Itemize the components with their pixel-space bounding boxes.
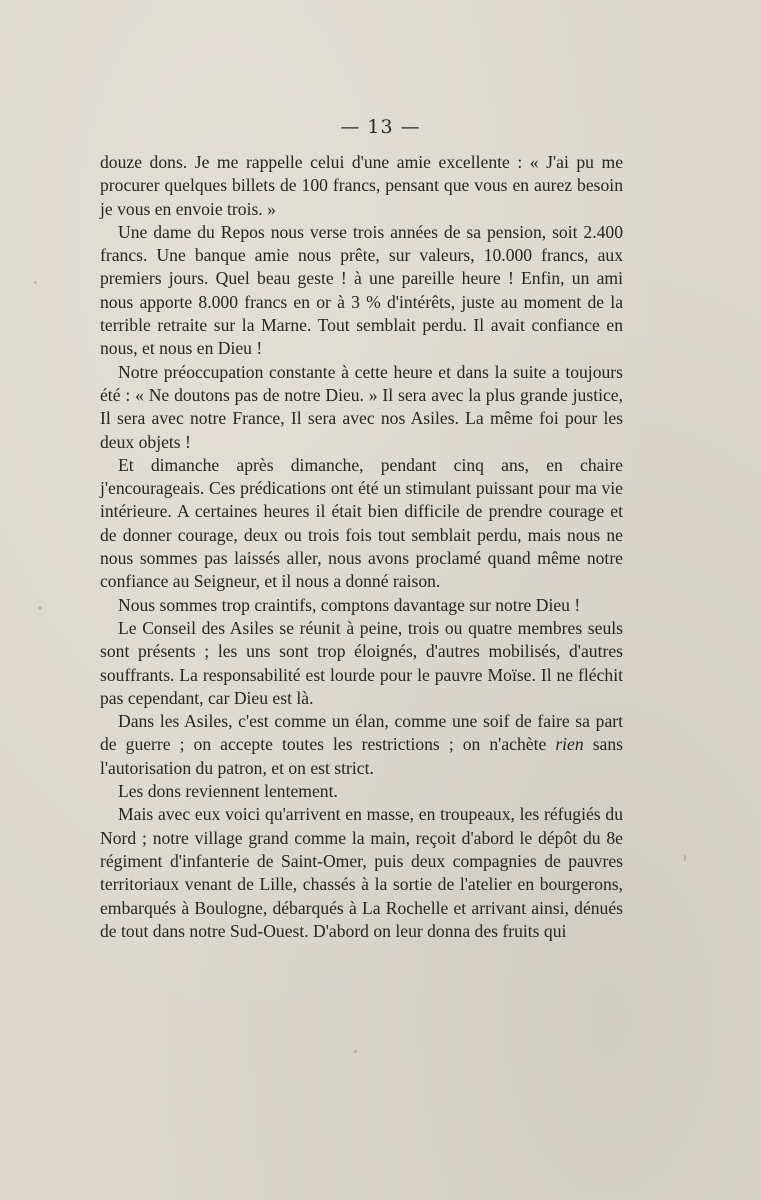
paragraph: Nous sommes trop craintifs, comptons davantage sur notre Dieu ! (118, 594, 581, 615)
page-number: — 13 — (340, 116, 421, 138)
paragraph-text-after: sans l'autorisation du patron, et on est strict. (100, 734, 623, 778)
paragraph (100, 710, 623, 780)
paragraph: Notre préoccupation constante à cette heure et dans la suite a toujours été : « Ne doutons pas de notre Dieu. » Il sera avec la plus grande justice, Il sera avec notre France, Il sera avec nos Asiles. La même foi pour les deux objets ! (100, 361, 623, 452)
paragraph: Une dame du Repos nous verse trois années de sa pension, soit 2.400 francs. Une banque amie nous prête, sur valeurs, 10.000 francs, aux premiers jours. Quel beau geste ! à une pareille heure ! Enfin, un ami nous apporte 8.000 francs en or à 3 % d'intérêts, juste au moment de la terrible retraite sur la Marne. Tout semblait perdu. Il avait confiance en nous, et nous en Dieu ! (100, 221, 623, 359)
paper-speck (684, 855, 686, 861)
paragraph: Mais avec eux voici qu'arrivent en masse, en troupeaux, les réfugiés du Nord ; notre village grand comme la main, reçoit d'abord le dépôt du 8e régiment d'infanterie de Saint-Omer, puis deux compagnies de pauvres territoriaux venant de Lille, chassés à la sortie de l'atelier en bourgerons, embarqués à Boulogne, débarqués à La Rochelle et arrivant ainsi, dénués de tout dans notre Sud-Ouest. D'abord on leur donna des fruits qui (100, 804, 623, 941)
paper-speck (38, 606, 42, 610)
paragraph: Et dimanche après dimanche, pendant cinq ans, en chaire j'encourageais. Ces prédications ont été un stimulant puissant pour ma vie intérieure. A certaines heures il était bien difficile de prendre courage et de donner courage, deux ou trois fois tout semblait perdu, mais nous ne nous sommes pas laissés aller, nous avons proclamé quand même notre confiance au Seigneur, et il nous a donné raison. (100, 454, 623, 592)
paragraph: Le Conseil des Asiles se réunit à peine, trois ou quatre membres seuls sont présents ; les uns sont trop éloignés, d'autres mobilisés, d'autres souffrants. La responsabilité est lourde pour le pauvre Moïse. Il ne fléchit pas cependant, car Dieu est là. (100, 617, 623, 708)
body-text (100, 151, 623, 943)
paragraph: Les dons reviennent lentement. (118, 781, 338, 802)
emphasis-word: rien (555, 734, 584, 755)
paragraph: douze dons. Je me rappelle celui d'une amie excellente : « J'ai pu me procurer quelques billets de 100 francs, pensant que vous en aurez besoin je vous en envoie trois. » (100, 152, 623, 219)
paper-speck (34, 281, 37, 284)
paper-speck (354, 1050, 357, 1053)
paragraph-text-before: Dans les Asiles, c'est comme un élan, comme une soif de faire sa part de guerre ; on accepte toutes les restrictions ; on n'achète (100, 711, 623, 755)
